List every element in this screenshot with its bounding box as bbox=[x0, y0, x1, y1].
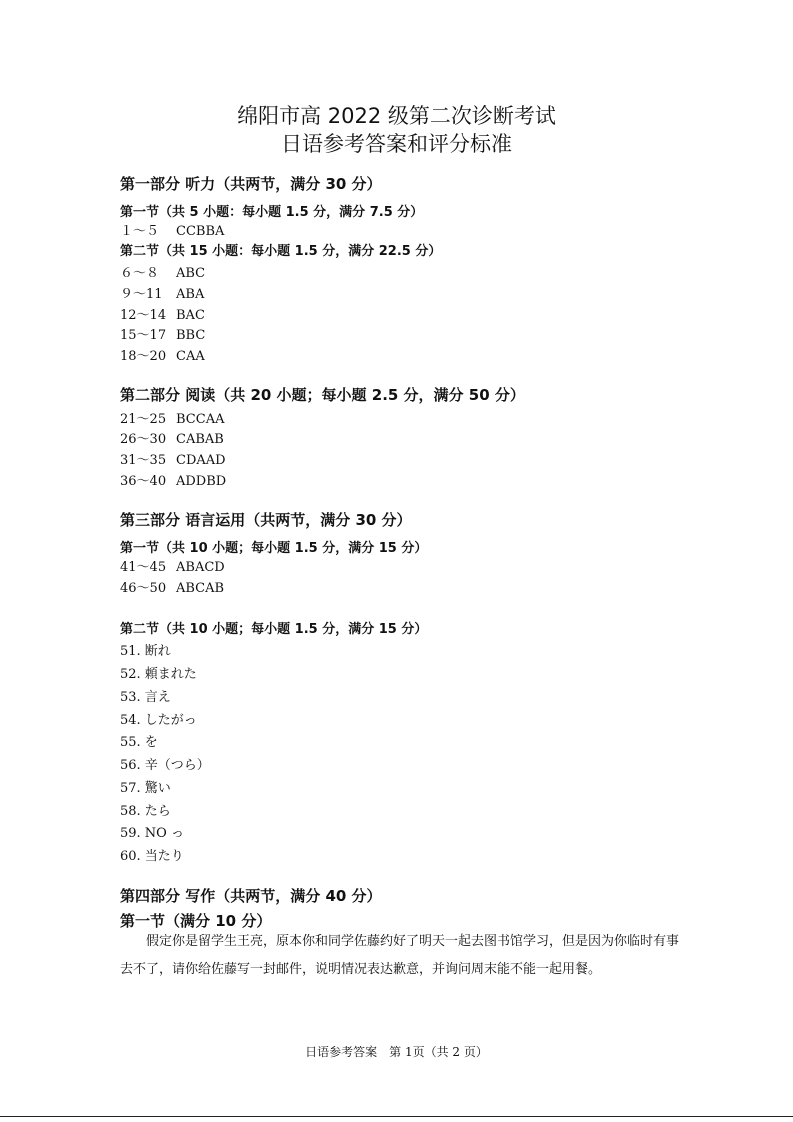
answer-letters: CDAAD bbox=[176, 453, 226, 468]
bottom-rule bbox=[0, 1116, 793, 1117]
answer-range: 36～40 bbox=[120, 474, 167, 489]
list-item: 58. たら bbox=[120, 804, 171, 819]
list-item: 54. したがっ bbox=[120, 713, 197, 728]
part4-heading: 第四部分 写作（共两节，满分 40 分） bbox=[120, 887, 382, 905]
answer-row bbox=[120, 283, 204, 302]
writing-prompt-text: 假定你是留学生王亮，原本你和同学佐藤约好了明天一起去图书馆学习，但是因为你临时有事去不了，请你给佐藤写一封邮件，说明情况表达歉意，并询问周末能不能一起用餐。 bbox=[120, 934, 680, 977]
answer-range: 46～50 bbox=[120, 581, 167, 596]
answer-row bbox=[120, 428, 224, 447]
part3-heading: 第三部分 语言运用（共两节，满分 30 分） bbox=[120, 511, 412, 529]
part4-section1-heading: 第一节（满分 10 分） bbox=[120, 912, 272, 930]
answer-row bbox=[120, 577, 224, 596]
answer-range: 41～45 bbox=[120, 560, 167, 575]
answer-letters: CAA bbox=[176, 349, 205, 364]
answer-row bbox=[120, 470, 226, 489]
answer-letters: BBC bbox=[176, 328, 206, 343]
answer-range: 12～14 bbox=[120, 308, 167, 323]
answer-letters: ABCAB bbox=[176, 581, 225, 596]
answer-row bbox=[120, 220, 224, 239]
answer-letters: ABC bbox=[176, 266, 206, 281]
answer-letters: ABACD bbox=[176, 560, 225, 575]
part1-heading: 第一部分 听力（共两节，满分 30 分） bbox=[120, 175, 382, 193]
list-item: 52. 頼まれた bbox=[120, 667, 197, 682]
answer-letters: BAC bbox=[176, 308, 205, 323]
part3-section2-heading: 第二节（共 10 小题；每小题 1.5 分，满分 15 分） bbox=[120, 622, 428, 637]
list-item: 53. 言え bbox=[120, 690, 171, 705]
answer-range: 26～30 bbox=[120, 432, 167, 447]
writing-prompt bbox=[120, 928, 680, 984]
part1-section1-heading: 第一节（共 5 小题：每小题 1.5 分，满分 7.5 分） bbox=[120, 205, 424, 220]
list-item: 51. 断れ bbox=[120, 644, 171, 659]
part3-section1-heading: 第一节（共 10 小题；每小题 1.5 分，满分 15 分） bbox=[120, 541, 428, 556]
doc-title-line2: 日语参考答案和评分标准 bbox=[281, 132, 512, 156]
list-item: 55. を bbox=[120, 735, 158, 750]
answer-row bbox=[120, 449, 226, 468]
doc-title-line1: 绵阳市高 2022 级第二次诊断考试 bbox=[237, 104, 556, 128]
part1-section2-heading: 第二节（共 15 小题：每小题 1.5 分，满分 22.5 分） bbox=[120, 244, 442, 259]
answer-row bbox=[120, 345, 205, 364]
answer-row bbox=[120, 262, 205, 281]
answer-range: 21～25 bbox=[120, 412, 167, 427]
page-footer: 日语参考答案 第 1页（共 2 页） bbox=[305, 1045, 488, 1059]
answer-row bbox=[120, 304, 205, 323]
answer-range: 31～35 bbox=[120, 453, 167, 468]
list-item: 57. 驚い bbox=[120, 781, 171, 796]
answer-range: １～５ bbox=[120, 224, 160, 239]
part2-heading: 第二部分 阅读（共 20 小题；每小题 2.5 分，满分 50 分） bbox=[120, 386, 525, 404]
list-item: 59. NO っ bbox=[120, 826, 184, 841]
list-item: 56. 辛（つら） bbox=[120, 758, 210, 773]
answer-row bbox=[120, 324, 205, 343]
answer-letters: ABA bbox=[176, 287, 205, 302]
answer-row bbox=[120, 408, 224, 427]
answer-letters: CCBBA bbox=[176, 224, 225, 239]
answer-range: 15～17 bbox=[120, 328, 167, 343]
answer-letters: ADDBD bbox=[176, 474, 227, 489]
answer-letters: BCCAA bbox=[176, 412, 225, 427]
list-item: 60. 当たり bbox=[120, 849, 184, 864]
answer-row bbox=[120, 556, 225, 575]
answer-range: ９～11 bbox=[120, 287, 163, 302]
answer-range: 18～20 bbox=[120, 349, 167, 364]
answer-letters: CABAB bbox=[176, 432, 224, 447]
answer-range: ６～８ bbox=[120, 266, 160, 281]
